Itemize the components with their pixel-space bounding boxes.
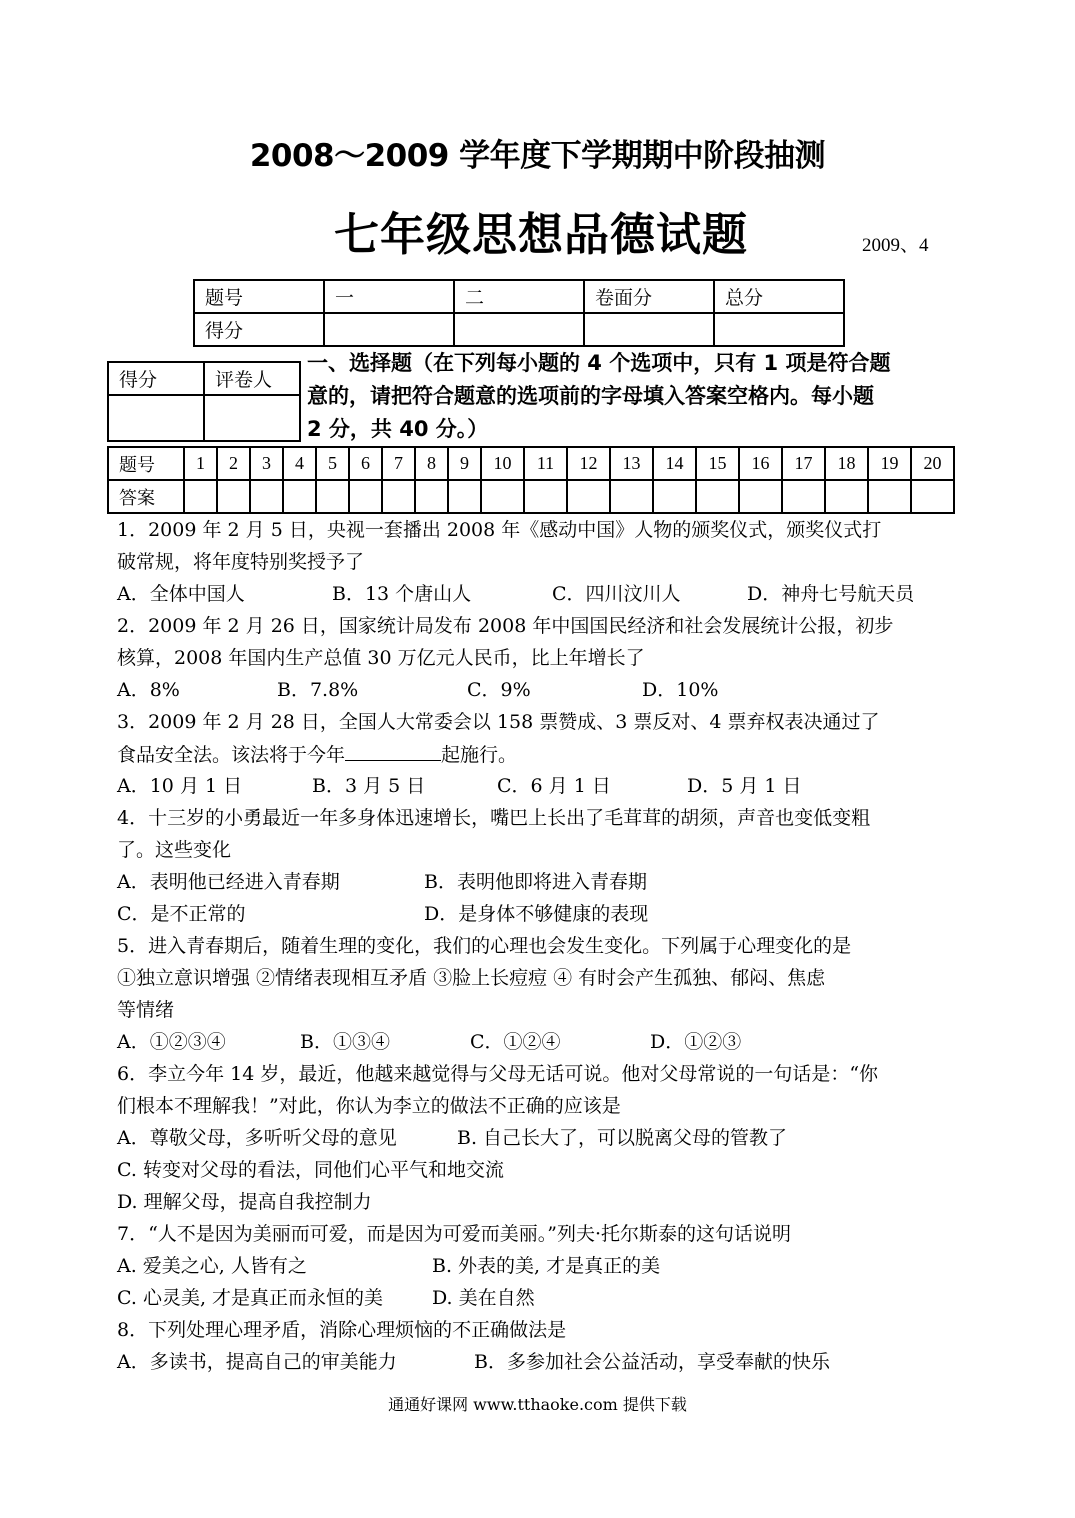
option-b: B．多参加社会公益活动，享受奉献的快乐	[474, 1351, 830, 1373]
option-a: A．①②③④	[117, 1031, 226, 1053]
table-cell: 6	[349, 447, 382, 480]
score-input-cell[interactable]	[584, 313, 714, 346]
question-4-text: 4．十三岁的小勇最近一年多身体迅速增长，嘴巴上长出了毛茸茸的胡须，声音也变低变粗	[117, 807, 871, 829]
option-a: A．10 月 1 日	[117, 775, 243, 797]
answer-cell[interactable]	[868, 480, 911, 513]
table-cell: 4	[283, 447, 316, 480]
option-c: C．①②④	[470, 1031, 561, 1053]
table-row	[108, 362, 300, 395]
question-7-options	[117, 1286, 535, 1310]
table-cell: 13	[610, 447, 653, 480]
question-1-text: 1．2009 年 2 月 5 日，央视一套播出 2008 年《感动中国》人物的颁奖仪式，颁奖仪式打	[117, 519, 882, 541]
section-instructions	[307, 347, 967, 446]
question-5-text: 5．进入青春期后，随着生理的变化，我们的心理也会发生变化。下列属于心理变化的是	[117, 935, 852, 957]
option-b: B．表明他即将进入青春期	[424, 871, 647, 893]
answer-cell[interactable]	[696, 480, 739, 513]
option-c: C．9%	[467, 679, 531, 701]
question-4-text: 了。这些变化	[117, 839, 232, 861]
option-b: B. 外表的美, 才是真正的美	[432, 1255, 661, 1277]
score-input-cell[interactable]	[714, 313, 844, 346]
exam-title-line1: 2008～2009 学年度下学期期中阶段抽测	[249, 138, 826, 174]
table-cell: 1	[184, 447, 217, 480]
table-cell: 总分	[714, 280, 844, 313]
answer-cell[interactable]	[217, 480, 250, 513]
option-d: D．10%	[642, 679, 719, 701]
option-a: A．表明他已经进入青春期	[117, 871, 340, 893]
option-a: A. 爱美之心, 人皆有之	[117, 1255, 307, 1277]
table-cell: 7	[382, 447, 415, 480]
question-5-text: ①独立意识增强 ②情绪表现相互矛盾 ③脸上长痘痘 ④ 有时会产生孤独、郁闷、焦虑	[117, 967, 826, 989]
table-cell: 卷面分	[584, 280, 714, 313]
option-b: B．13 个唐山人	[332, 583, 472, 605]
option-a: A．尊敬父母，多听听父母的意见	[117, 1127, 397, 1149]
answer-cell[interactable]	[415, 480, 448, 513]
table-cell: 答案	[108, 480, 184, 513]
answer-grid	[107, 446, 955, 514]
table-cell: 二	[454, 280, 584, 313]
question-1-options	[117, 582, 914, 606]
question-1-text: 破常规，将年度特别奖授予了	[117, 551, 365, 573]
score-input-cell[interactable]	[454, 313, 584, 346]
question-4-options	[117, 902, 648, 926]
answer-cell[interactable]	[382, 480, 415, 513]
answer-cell[interactable]	[481, 480, 524, 513]
answer-cell[interactable]	[184, 480, 217, 513]
table-cell: 9	[448, 447, 481, 480]
table-cell: 8	[415, 447, 448, 480]
answer-cell[interactable]	[782, 480, 825, 513]
table-cell: 2	[217, 447, 250, 480]
table-cell: 评卷人	[204, 362, 300, 395]
option-d: D．5 月 1 日	[687, 775, 802, 797]
section-line: 2 分，共 40 分。）	[307, 417, 489, 441]
answer-cell[interactable]	[316, 480, 349, 513]
question-2-text: 2．2009 年 2 月 26 日，国家统计局发布 2008 年中国国民经济和社会发展统计公报，初步	[117, 615, 894, 637]
option-c: C．6 月 1 日	[497, 775, 611, 797]
option-b: B. 自己长大了，可以脱离父母的管教了	[457, 1127, 788, 1149]
option-b: B．①③④	[300, 1031, 390, 1053]
option-c: C．四川汶川人	[552, 583, 681, 605]
option-c: C. 心灵美, 才是真正而永恒的美	[117, 1287, 384, 1309]
table-row	[108, 395, 300, 441]
table-cell: 14	[653, 447, 696, 480]
option-d: D．是身体不够健康的表现	[424, 903, 649, 925]
table-cell: 一	[324, 280, 454, 313]
question-5-text: 等情绪	[117, 999, 175, 1021]
fill-in-blank[interactable]	[345, 742, 441, 761]
table-cell: 题号	[108, 447, 184, 480]
question-6-options	[117, 1126, 787, 1150]
question-6-text: 6．李立今年 14 岁，最近，他越来越觉得与父母无话可说。他对父母常说的一句话是：“你	[117, 1063, 879, 1085]
table-cell: 11	[524, 447, 567, 480]
table-cell: 16	[739, 447, 782, 480]
answer-cell[interactable]	[524, 480, 567, 513]
question-5-options	[117, 1030, 741, 1054]
table-row	[108, 447, 954, 480]
score-input-cell[interactable]	[108, 395, 204, 441]
answer-cell[interactable]	[825, 480, 868, 513]
table-row	[194, 280, 844, 313]
answer-cell[interactable]	[349, 480, 382, 513]
option-d: D. 美在自然	[432, 1287, 535, 1309]
table-cell: 18	[825, 447, 868, 480]
table-cell: 15	[696, 447, 739, 480]
option-b: B．3 月 5 日	[312, 775, 426, 797]
question-3-options	[117, 774, 802, 798]
option-a: A．全体中国人	[117, 583, 245, 605]
answer-cell[interactable]	[567, 480, 610, 513]
answer-cell[interactable]	[250, 480, 283, 513]
table-row	[108, 480, 954, 513]
option-d: D. 理解父母，提高自我控制力	[117, 1191, 372, 1213]
question-2-options	[117, 678, 718, 702]
table-cell: 12	[567, 447, 610, 480]
section-line: 一、选择题（在下列每小题的 4 个选项中，只有 1 项是符合题	[307, 351, 891, 375]
option-d: D．①②③	[650, 1031, 742, 1053]
answer-cell[interactable]	[610, 480, 653, 513]
exam-date: 2009、4	[862, 235, 929, 256]
question-3-text: 3．2009 年 2 月 28 日，全国人大常委会以 158 票赞成、3 票反对、4 票弃权表决通过了	[117, 711, 880, 733]
option-d: D．神舟七号航天员	[747, 583, 915, 605]
answer-cell[interactable]	[911, 480, 954, 513]
question-3-suffix: 起施行。	[441, 744, 518, 766]
option-a: A．多读书，提高自己的审美能力	[117, 1351, 397, 1373]
question-7-text: 7．“人不是因为美丽而可爱，而是因为可爱而美丽。”列夫·托尔斯泰的这句话说明	[117, 1223, 792, 1245]
table-cell: 20	[911, 447, 954, 480]
table-cell: 得分	[194, 313, 324, 346]
table-row	[194, 313, 844, 346]
option-c: C．是不正常的	[117, 903, 246, 925]
question-8-options	[117, 1350, 830, 1374]
score-summary-table	[193, 279, 845, 347]
section-line: 意的，请把符合题意的选项前的字母填入答案空格内。每小题	[307, 384, 874, 408]
question-3-prefix: 食品安全法。该法将于今年	[117, 744, 346, 766]
answer-cell[interactable]	[739, 480, 782, 513]
grader-input-cell[interactable]	[204, 395, 300, 441]
question-7-options	[117, 1254, 660, 1278]
table-cell: 3	[250, 447, 283, 480]
option-b: B．7.8%	[277, 679, 359, 701]
question-4-options	[117, 870, 647, 894]
score-input-cell[interactable]	[324, 313, 454, 346]
question-3-text	[117, 742, 517, 767]
grader-table	[107, 361, 301, 442]
table-cell: 10	[481, 447, 524, 480]
question-8-text: 8．下列处理心理矛盾，消除心理烦恼的不正确做法是	[117, 1319, 567, 1341]
table-cell: 19	[868, 447, 911, 480]
option-c: C. 转变对父母的看法，同他们心平气和地交流	[117, 1159, 504, 1181]
page-footer: 通通好课网 www.tthaoke.com 提供下载	[388, 1395, 687, 1414]
table-cell: 17	[782, 447, 825, 480]
table-cell: 题号	[194, 280, 324, 313]
table-cell: 5	[316, 447, 349, 480]
question-2-text: 核算，2008 年国内生产总值 30 万亿元人民币，比上年增长了	[117, 647, 645, 669]
question-6-text: 们根本不理解我！”对此，你认为李立的做法不正确的应该是	[117, 1095, 621, 1117]
answer-cell[interactable]	[283, 480, 316, 513]
answer-cell[interactable]	[448, 480, 481, 513]
answer-cell[interactable]	[653, 480, 696, 513]
table-cell: 得分	[108, 362, 204, 395]
exam-title-line2: 七年级思想品德试题	[334, 208, 749, 261]
option-a: A．8%	[117, 679, 180, 701]
